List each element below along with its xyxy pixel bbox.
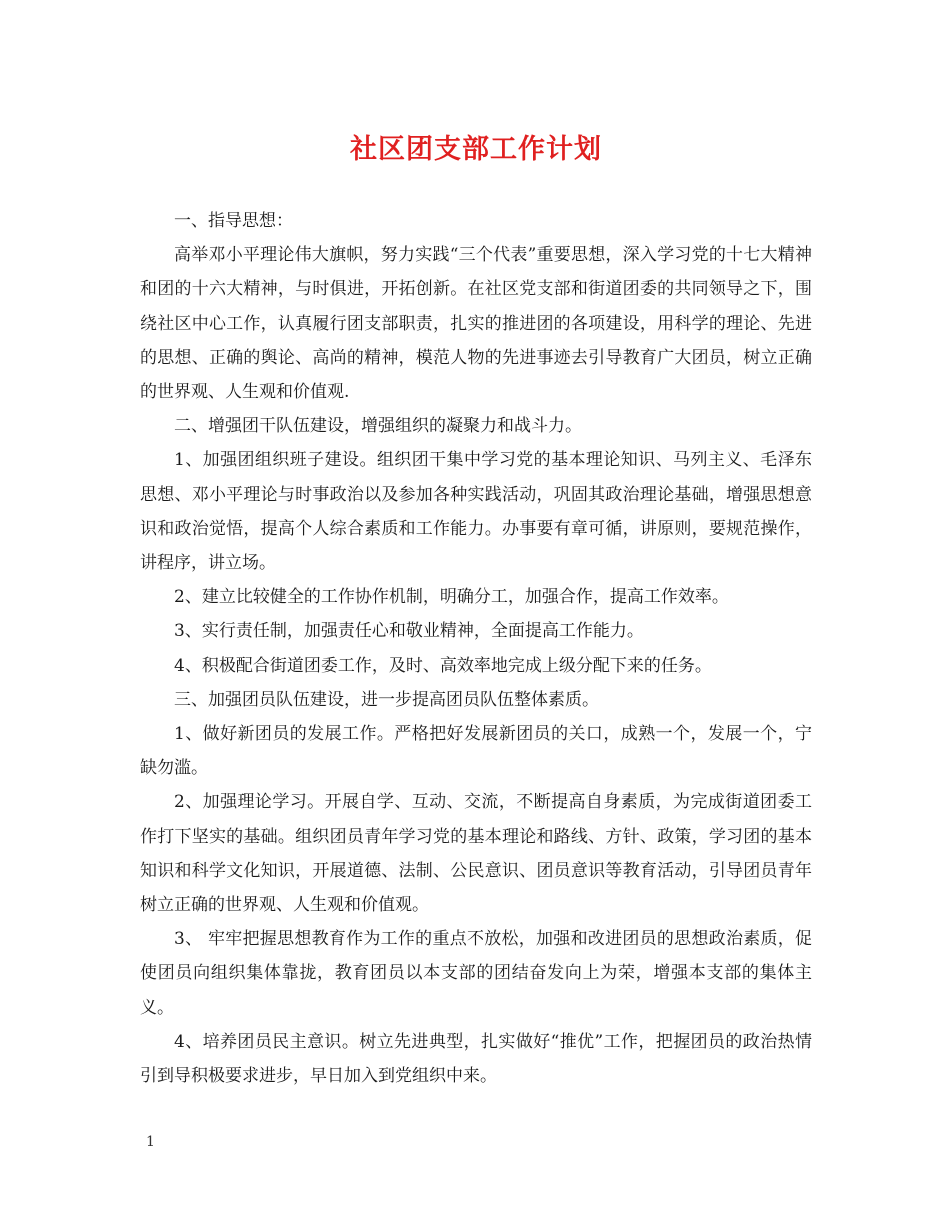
paragraph-10: 2、加强理论学习。开展自学、互动、交流，不断提高自身素质，为完成街道团委工作打下坚实的基础。组织团员青年学习党的基本理论和路线、方针、政策，学习团的基本知识和科学文化知识，开展道德、法制、公民意识、团员意识等教育活动，引导团员青年树立正确的世界观、人生观和价值观。 bbox=[140, 792, 812, 916]
document-body bbox=[140, 204, 812, 1093]
paragraph-6: 3、实行责任制，加强责任心和敬业精神，全面提高工作能力。 bbox=[174, 621, 644, 642]
paragraph-9: 1、做好新团员的发展工作。严格把好发展新团员的关口，成熟一个，发展一个，宁缺勿滥。 bbox=[140, 724, 812, 779]
page-number: 1 bbox=[146, 1134, 155, 1150]
paragraph-3: 二、增强团干队伍建设，增强组织的凝聚力和战斗力。 bbox=[174, 416, 582, 437]
document-title: 社区团支部工作计划 bbox=[350, 134, 602, 165]
paragraph-5: 2、建立比较健全的工作协作机制，明确分工，加强合作，提高工作效率。 bbox=[174, 587, 729, 608]
paragraph-12: 4、培养团员民主意识。树立先进典型，扎实做好“推优”工作，把握团员的政治热情引到导积极要求进步，早日加入到党组织中来。 bbox=[140, 1031, 812, 1087]
paragraph-4: 1、加强团组织班子建设。组织团干集中学习党的基本理论知识、马列主义、毛泽东思想、邓小平理论与时事政治以及参加各种实践活动，巩固其政治理论基础，增强思想意识和政治觉悟，提高个人综合素质和工作能力。办事要有章可循，讲原则，要规范操作，讲程序，讲立场。 bbox=[140, 450, 812, 574]
paragraph-11: 3、 牢牢把握思想教育作为工作的重点不放松，加强和改进团员的思想政治素质，促使团员向组织集体靠拢，教育团员以本支部的团结奋发向上为荣，增强本支部的集体主义。 bbox=[140, 929, 812, 1018]
document-page bbox=[140, 0, 812, 1230]
paragraph-2: 高举邓小平理论伟大旗帜，努力实践“三个代表”重要思想，深入学习党的十七大精神和团的十六大精神，与时俱进，开拓创新。在社区党支部和街道团委的共同领导之下，围绕社区中心工作，认真履行团支部职责，扎实的推进团的各项建设，用科学的理论、先进的思想、正确的舆论、高尚的精神，模范人物的先进事迹去引导教育广大团员，树立正确的世界观、人生观和价值观. bbox=[140, 245, 812, 403]
paragraph-7: 4、积极配合街道团委工作，及时、高效率地完成上级分配下来的任务。 bbox=[174, 655, 712, 676]
paragraph-1: 一、指导思想： bbox=[174, 211, 293, 231]
paragraph-8: 三、加强团员队伍建设，进一步提高团员队伍整体素质。 bbox=[174, 689, 599, 710]
